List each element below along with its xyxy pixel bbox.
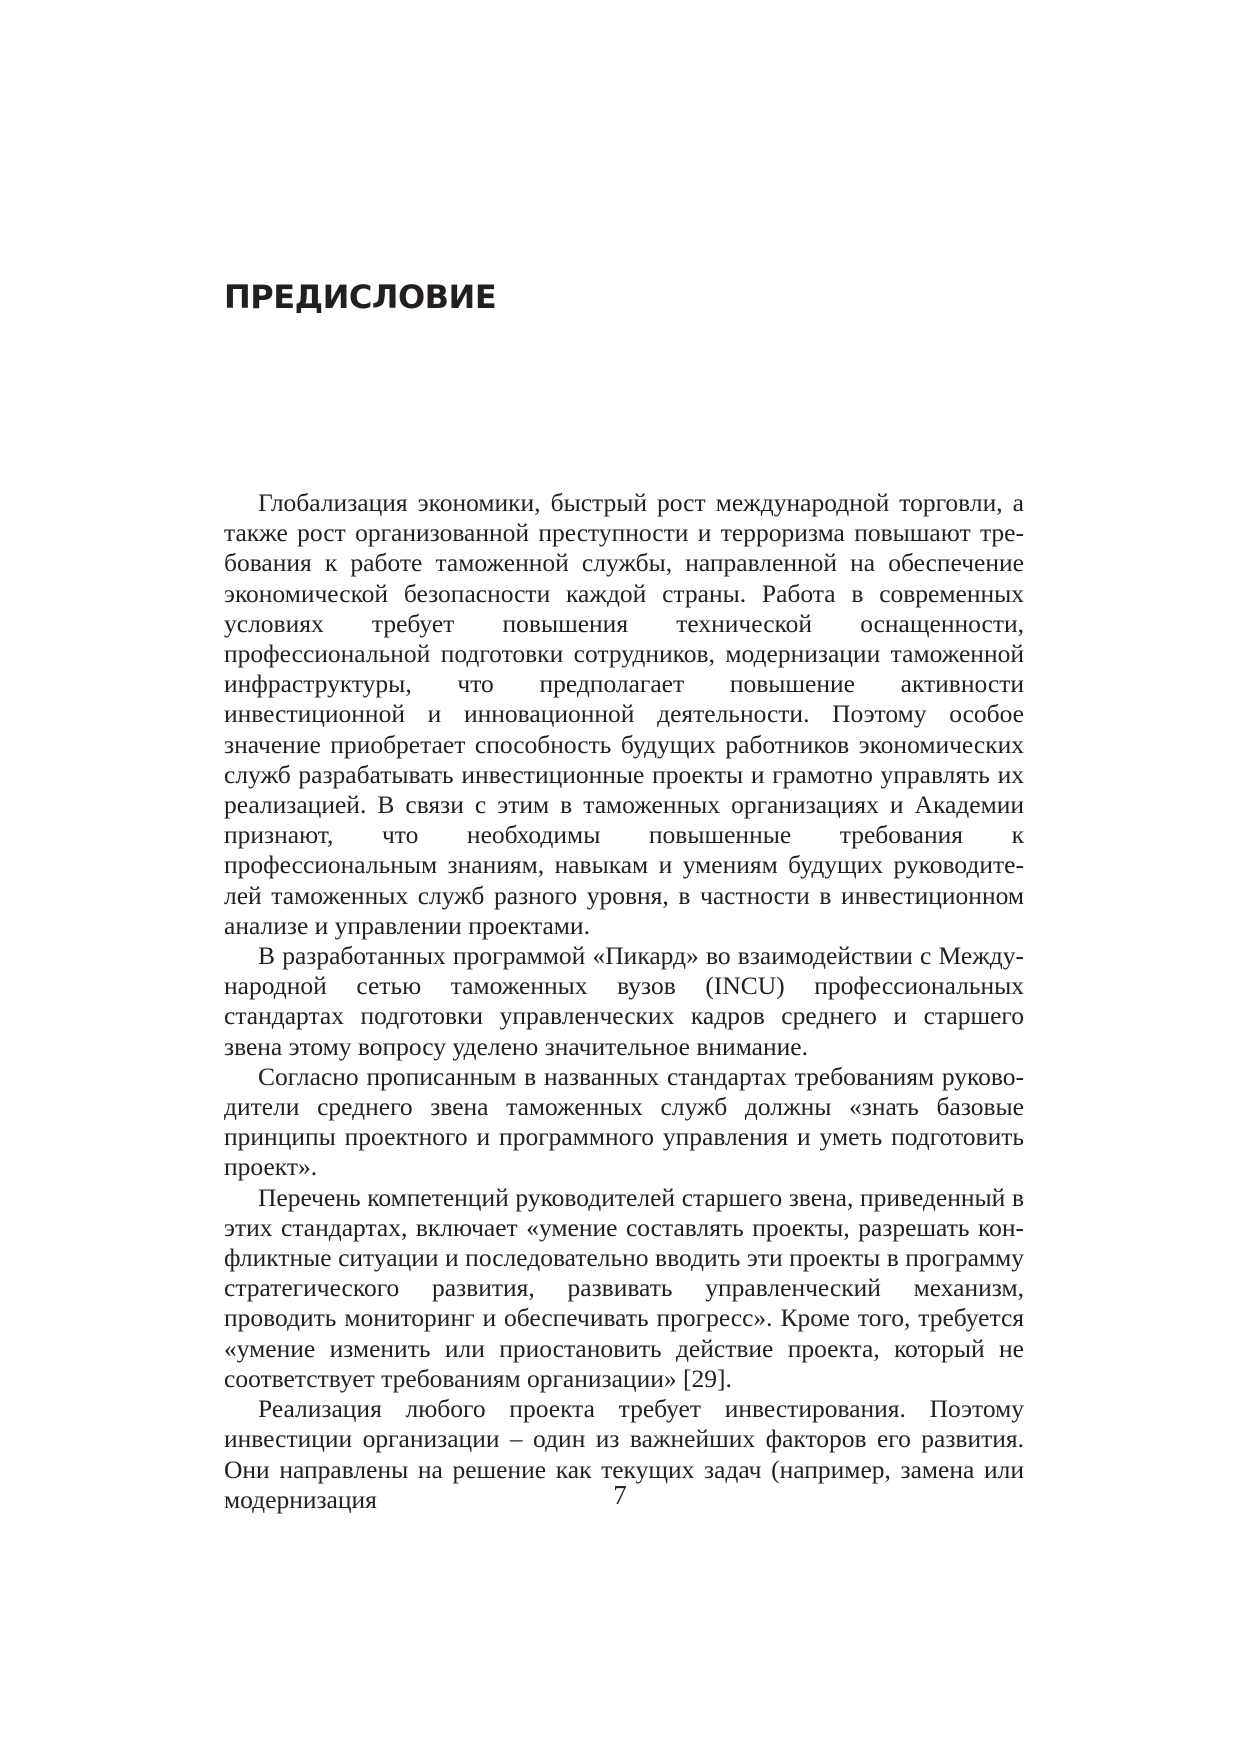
paragraph: В разработанных программой «Пикард» во взаимодействии с Международной сетью таможенных вузов (INCU) профессиональных стандартах подготовки управленческих кадров среднего и старшего звена этому вопросу уделено значительное внимание. — [224, 941, 1024, 1061]
paragraph: Реализация любого проекта требует инвестирования. Поэтому инвестиции организации – один из важнейших факторов его развития. Они направлены на решение как текущих задач (например, замена или модернизация — [224, 1394, 1024, 1514]
paragraph: Согласно прописанным в названных стандартах требованиям руководители среднего звена таможенных служб должны «знать базовые принципы проектного и программного управления и уметь подготовить проект». — [224, 1061, 1024, 1182]
body-text — [224, 488, 1024, 1515]
paragraph: Глобализация экономики, быстрый рост международной торговли, а также рост организованной преступности и терроризма повышают требования к работе таможенной службы, направленной на обеспечение экономической безопасности каждой страны. Работа в современных условиях требует повышения технической оснащенности, профессиональной подготовки сотрудников, модернизации таможенной инфраструктуры, что предполагает повышение активности инвестиционной и инновационной деятельности. Поэтому особое значение приобретает способность будущих работников экономических служб разрабатывать инвестиционные проекты и грамотно управлять их реализацией. В связи с этим в таможенных организациях и Академии признают, что необходимы повышенные требования к профессиональным знаниям, навыкам и умениям будущих руководителей таможенных служб разного уровня, в частности в инвестиционном анализе и управлении проектами. — [224, 488, 1024, 940]
paragraph: Перечень компетенций руководителей старшего звена, приведенный в этих стандартах, включает «умение составлять проекты, разрешать конфликтные ситуации и последовательно вводить эти проекты в программу стратегического развития, развивать управленческий механизм, проводить мониторинг и обеспечивать прогресс». Кроме того, требуется «умение изменить или приостановить действие проекта, который не соответствует требованиям организации» [29]. — [224, 1182, 1024, 1393]
chapter-title: ПРЕДИСЛОВИЕ — [224, 278, 497, 316]
page-number: 7 — [613, 1480, 627, 1510]
